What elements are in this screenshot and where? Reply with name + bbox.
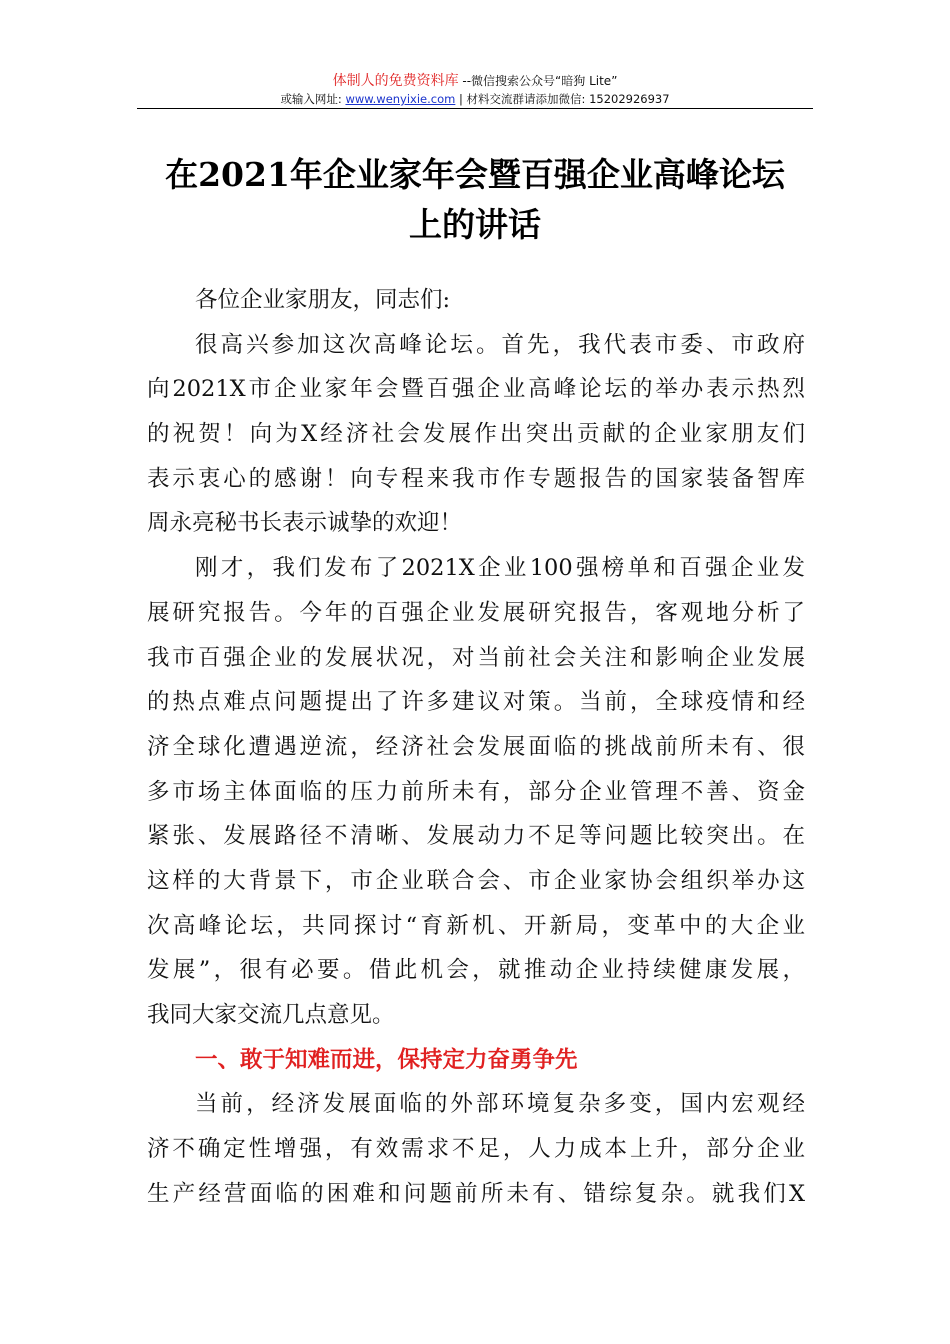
text-line: 次高峰论坛，共同探讨“育新机、开新局，变革中的大企业	[147, 912, 805, 939]
text-line: 我市百强企业的发展状况，对当前社会关注和影响企业发展	[147, 644, 805, 671]
section-heading	[147, 1038, 805, 1083]
text-line: 向2021X市企业家年会暨百强企业高峰论坛的举办表示热烈	[147, 376, 805, 403]
text-line: 济不确定性增强，有效需求不足，人力成本上升，部分企业	[147, 1136, 805, 1163]
paragraph	[147, 323, 805, 546]
paragraph	[147, 1082, 805, 1216]
text-line: 周永亮秘书长表示诚挚的欢迎！	[147, 510, 463, 537]
document-title	[130, 150, 820, 250]
text-line: 很高兴参加这次高峰论坛。首先，我代表市委、市政府	[195, 331, 805, 358]
text-line: 这样的大背景下，市企业联合会、市企业家协会组织举办这	[147, 867, 805, 894]
text-line: 多市场主体面临的压力前所未有，部分企业管理不善、资金	[147, 778, 805, 805]
text-line: 我同大家交流几点意见。	[147, 1002, 395, 1028]
text-line: 一、敢于知难而进，保持定力奋勇争先	[195, 1046, 578, 1073]
brand-name: 体制人的免费资料库	[332, 73, 459, 89]
header-line-2	[0, 91, 950, 107]
title-line-1: 在2021年企业家年会暨百强企业高峰论坛	[165, 155, 785, 194]
document-body	[147, 278, 805, 1216]
text-line: 表示衷心的感谢！向专程来我市作专题报告的国家装备智库	[147, 465, 805, 492]
website-link[interactable]: www.wenyixie.com	[345, 92, 456, 106]
header-divider	[137, 108, 813, 109]
text-line: 生产经营面临的困难和问题前所未有、错综复杂。就我们X	[147, 1180, 805, 1207]
contact-text: | 材料交流群请添加微信: 15202926937	[455, 92, 670, 106]
text-line: 展研究报告。今年的百强企业发展研究报告，客观地分析了	[147, 599, 805, 626]
paragraph	[147, 546, 805, 1038]
text-line: 的热点难点问题提出了许多建议对策。当前，全球疫情和经	[147, 689, 805, 716]
text-line: 刚才，我们发布了2021X企业100强榜单和百强企业发	[195, 555, 805, 582]
text-line: 紧张、发展路径不清晰、发展动力不足等问题比较突出。在	[147, 823, 805, 850]
text-line: 济全球化遭遇逆流，经济社会发展面临的挑战前所未有、很	[147, 733, 805, 760]
url-prefix: 或输入网址:	[280, 92, 346, 106]
text-line: 的祝贺！向为X经济社会发展作出突出贡献的企业家朋友们	[147, 421, 805, 448]
title-line-2: 上的讲话	[409, 205, 541, 244]
text-line: 各位企业家朋友，同志们:	[195, 287, 451, 313]
brand-suffix: --微信搜索公众号“暗狗 Lite”	[458, 74, 618, 88]
text-line: 发展”，很有必要。借此机会，就推动企业持续健康发展，	[147, 957, 805, 984]
header-line-1	[0, 72, 950, 90]
paragraph	[147, 278, 805, 323]
text-line: 当前，经济发展面临的外部环境复杂多变，国内宏观经	[195, 1091, 805, 1118]
